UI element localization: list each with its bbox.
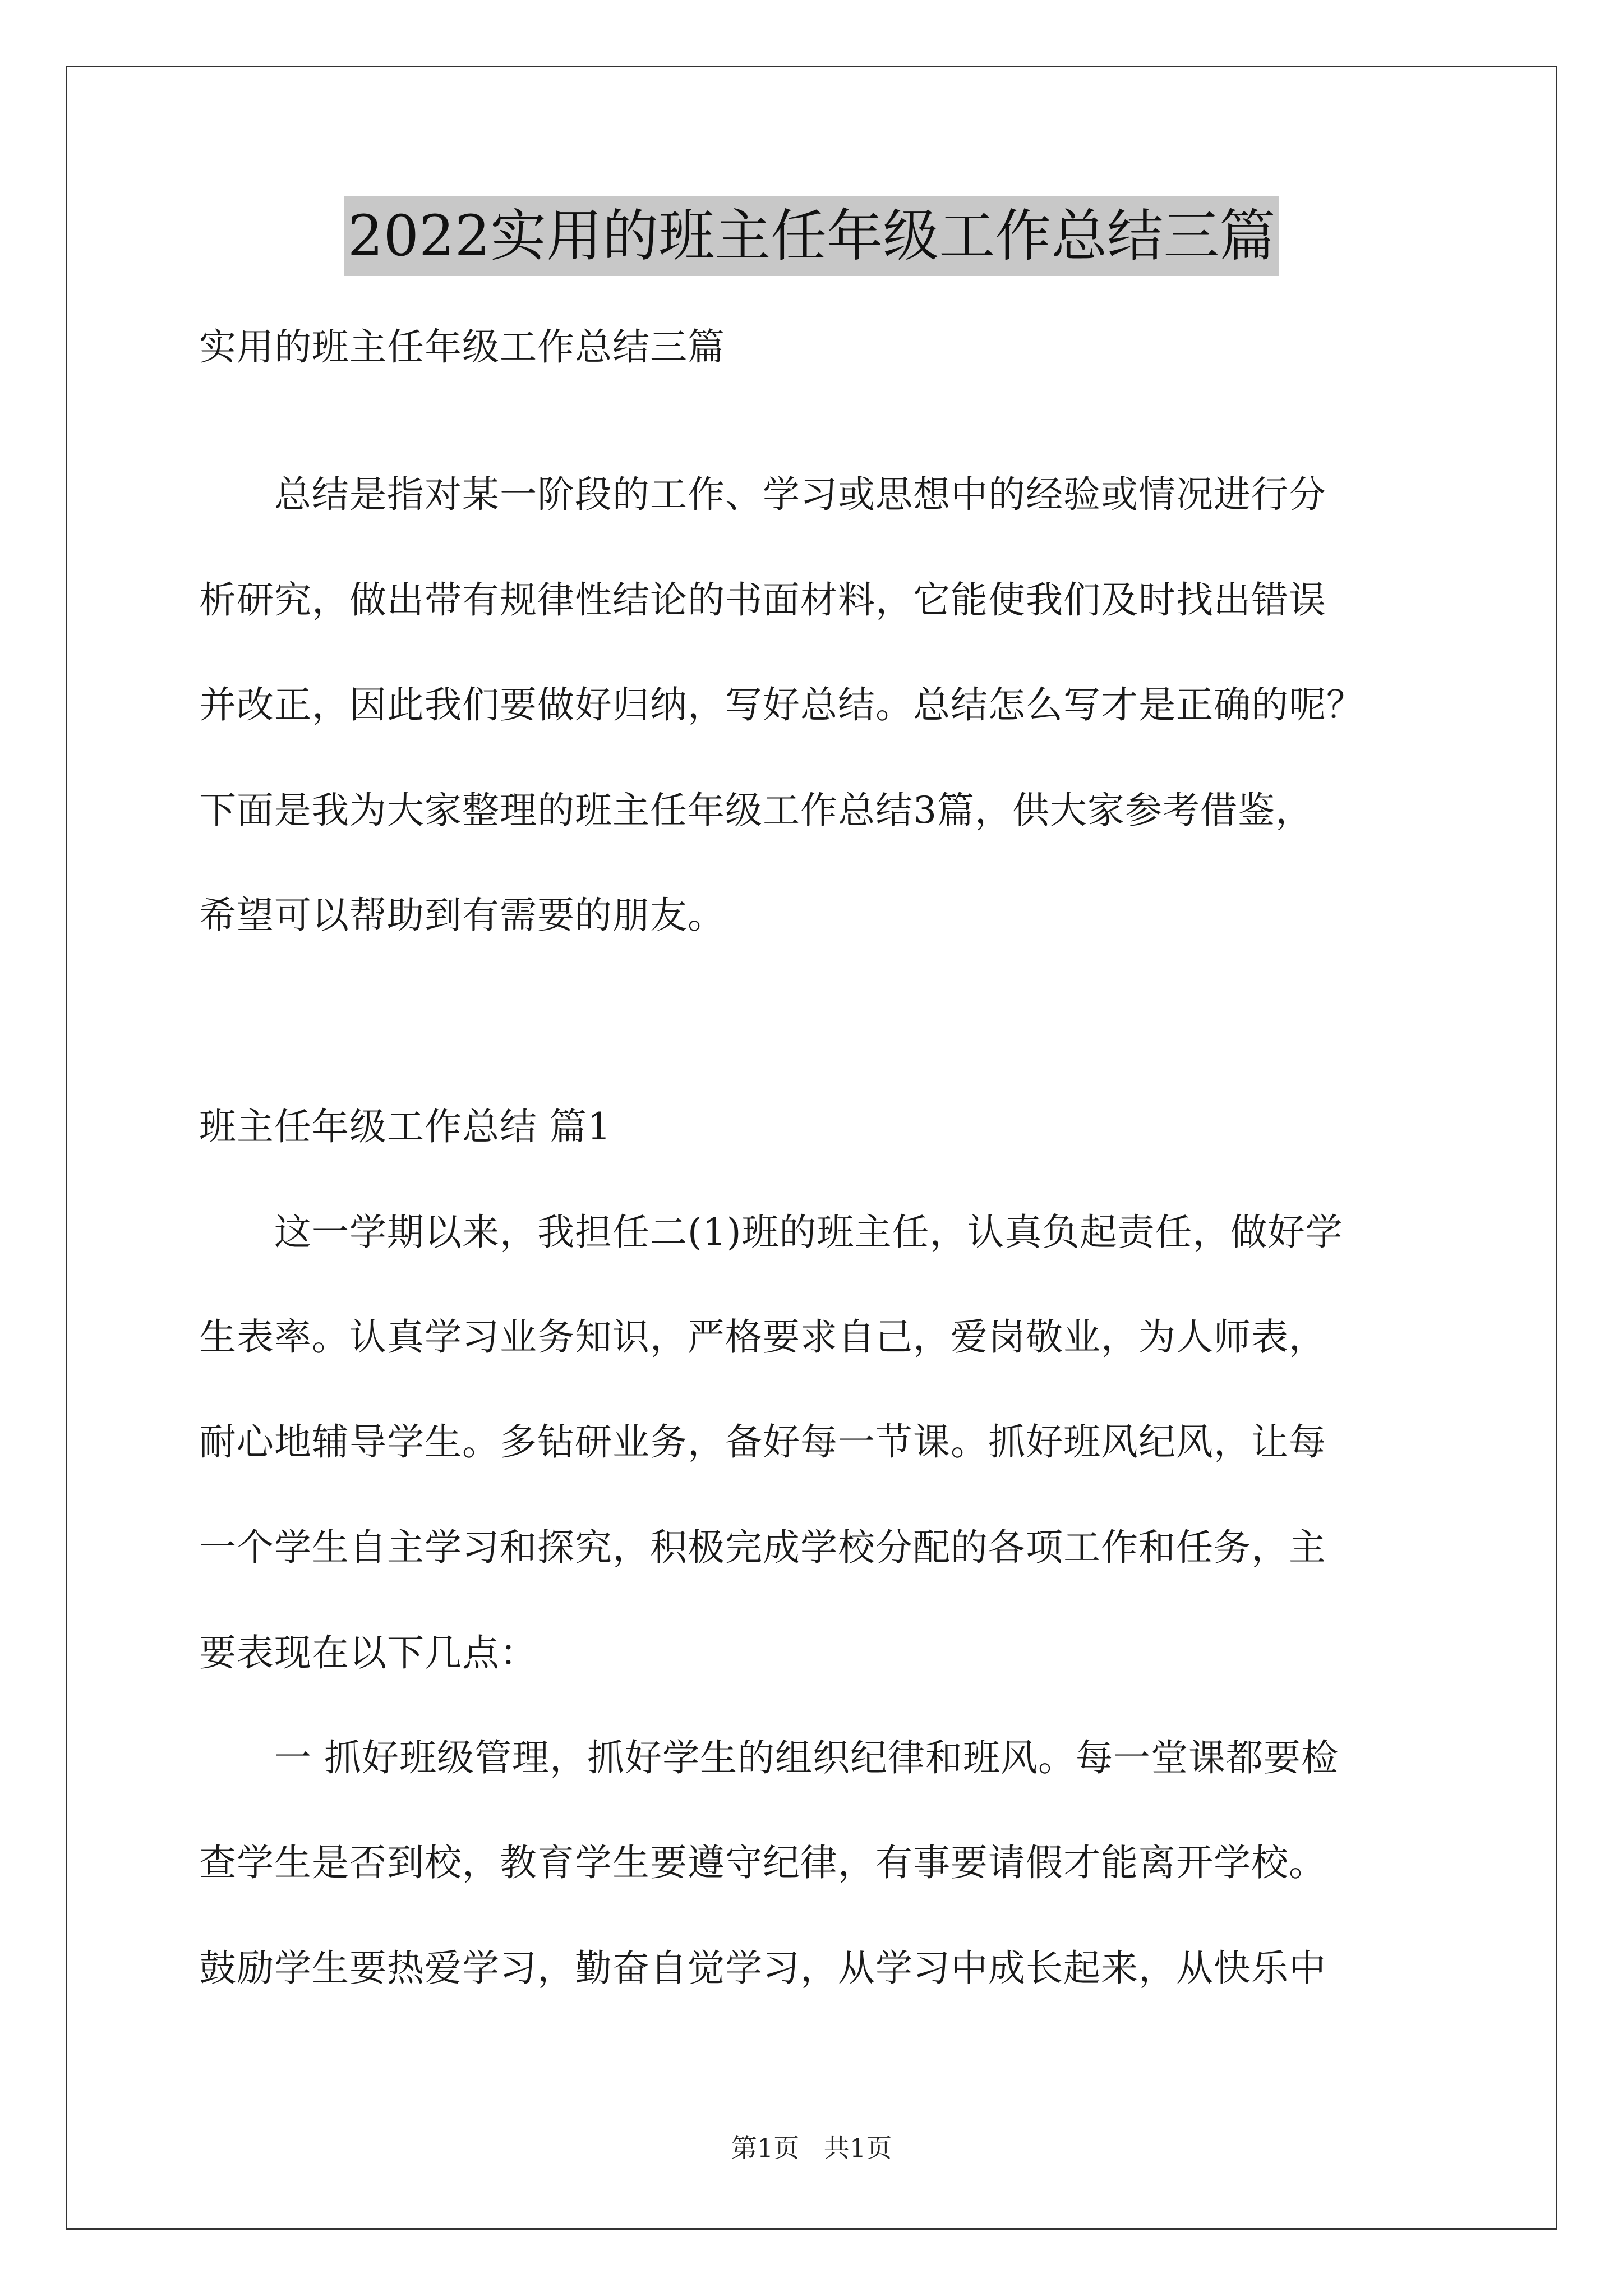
body-line-3: 耐心地辅导学生。多钻研业务，备好每一节课。抓好班风纪风，让每 xyxy=(199,1420,1326,1464)
body-line-7: 查学生是否到校，教育学生要遵守纪律，有事要请假才能离开学校。 xyxy=(199,1841,1326,1884)
title-container xyxy=(0,196,1623,276)
body-line-2: 生表率。认真学习业务知识，严格要求自己，爱岗敬业，为人师表， xyxy=(199,1315,1326,1359)
intro-line-1: 总结是指对某一阶段的工作、学习或思想中的经验或情况进行分 xyxy=(199,473,1326,516)
body-line-8: 鼓励学生要热爱学习，勤奋自觉学习，从学习中成长起来，从快乐中 xyxy=(199,1947,1326,1990)
document-subtitle: 实用的班主任年级工作总结三篇 xyxy=(199,325,725,369)
intro-line-2: 析研究，做出带有规律性结论的书面材料，它能使我们及时找出错误 xyxy=(199,578,1326,622)
document-title: 2022实用的班主任年级工作总结三篇 xyxy=(344,196,1279,276)
section-heading: 班主任年级工作总结 篇1 xyxy=(199,1105,611,1148)
body-line-1: 这一学期以来，我担任二(1)班的班主任，认真负起责任，做好学 xyxy=(199,1211,1343,1254)
page-footer: 第1页 共1页 xyxy=(731,2133,892,2163)
intro-line-5: 希望可以帮助到有需要的朋友。 xyxy=(199,894,725,937)
body-line-6: 一 抓好班级管理，抓好学生的组织纪律和班风。每一堂课都要检 xyxy=(199,1736,1339,1779)
body-line-4: 一个学生自主学习和探究，积极完成学校分配的各项工作和任务，主 xyxy=(199,1526,1326,1569)
intro-line-3: 并改正，因此我们要做好归纳，写好总结。总结怎么写才是正确的呢？ xyxy=(199,683,1364,726)
intro-line-4: 下面是我为大家整理的班主任年级工作总结3篇，供大家参考借鉴， xyxy=(199,789,1313,832)
body-line-5: 要表现在以下几点： xyxy=(199,1631,537,1674)
